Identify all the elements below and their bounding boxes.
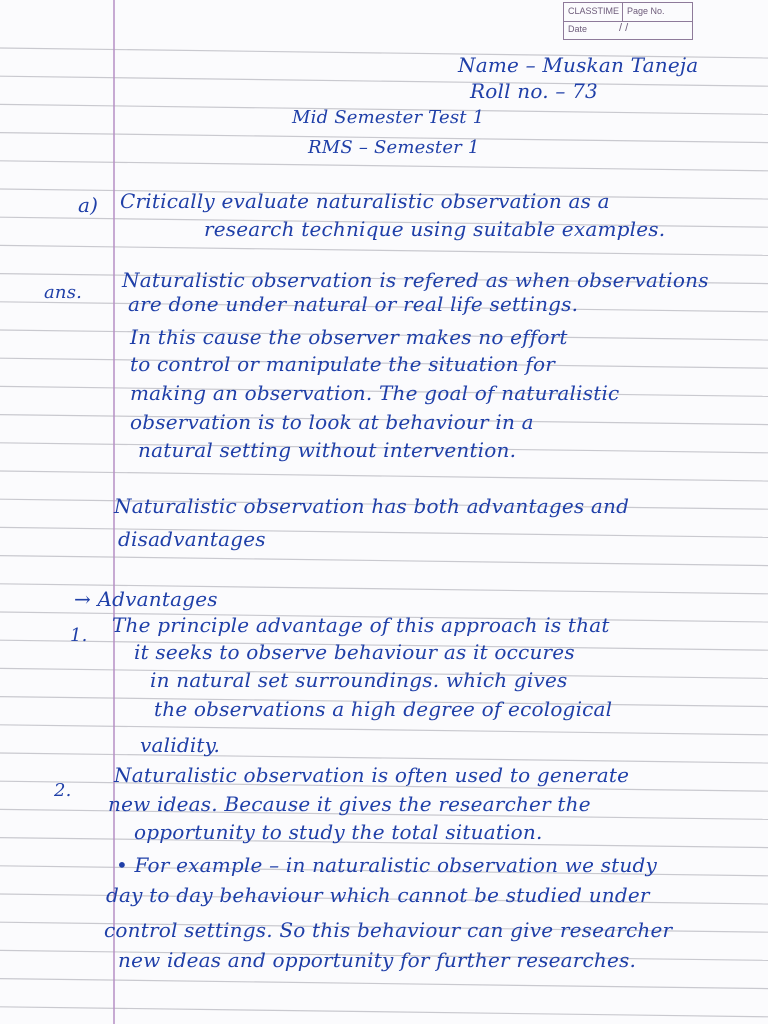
- point-line: in natural set surroundings. which gives: [150, 668, 568, 692]
- summary-line: Naturalistic observation has both advantages and: [114, 494, 630, 518]
- advantages-heading: → Advantages: [74, 587, 218, 611]
- answer-line: making an observation. The goal of naturalistic: [130, 381, 620, 405]
- summary-line: disadvantages: [118, 527, 266, 551]
- question-number: a): [78, 193, 99, 217]
- course-title: RMS – Semester 1: [308, 137, 480, 158]
- answer-label: ans.: [44, 282, 83, 303]
- ruled-line: [0, 556, 768, 566]
- point-line: The principle advantage of this approach is that: [112, 613, 610, 637]
- ruled-line: [0, 753, 768, 763]
- question-line-1: Critically evaluate naturalistic observation as a: [120, 189, 610, 213]
- stamp-page-no-label: Page No.: [627, 6, 665, 16]
- ruled-line: [0, 471, 768, 481]
- roll-number: Roll no. – 73: [470, 79, 598, 103]
- test-title: Mid Semester Test 1: [292, 107, 485, 128]
- question-line-2: research technique using suitable examples.: [204, 217, 666, 241]
- ruled-line: [0, 245, 768, 255]
- point-number: 2.: [54, 780, 72, 801]
- student-name: Name – Muskan Taneja: [458, 53, 699, 77]
- answer-line: natural setting without intervention.: [138, 438, 517, 462]
- ruled-line: [0, 725, 768, 735]
- answer-line: Naturalistic observation is refered as when observations: [122, 268, 709, 292]
- ruled-line: [0, 1007, 768, 1017]
- stamp-date-value: / /: [619, 22, 629, 34]
- classtime-stamp: [563, 2, 693, 40]
- point-line: validity.: [140, 733, 221, 757]
- point-number: 1.: [70, 625, 88, 646]
- answer-line: to control or manipulate the situation for: [130, 352, 556, 376]
- ruled-line: [0, 527, 768, 537]
- point-line: new ideas and opportunity for further researches.: [118, 948, 637, 972]
- answer-line: are done under natural or real life settings.: [128, 292, 579, 316]
- ruled-line: [0, 979, 768, 989]
- stamp-classtime-label: CLASSTIME: [568, 6, 620, 16]
- answer-line: In this cause the observer makes no effort: [130, 325, 568, 349]
- stamp-date-label: Date: [568, 24, 588, 34]
- point-line: it seeks to observe behaviour as it occures: [134, 640, 575, 664]
- ruled-line: [0, 161, 768, 171]
- point-line: day to day behaviour which cannot be studied under: [106, 883, 650, 907]
- point-line: new ideas. Because it gives the researcher the: [108, 792, 591, 816]
- answer-line: observation is to look at behaviour in a: [130, 410, 534, 434]
- point-line: Naturalistic observation is often used to generate: [114, 763, 630, 787]
- point-line: control settings. So this behaviour can give researcher: [104, 918, 673, 942]
- ruled-line: [0, 76, 768, 86]
- point-line: the observations a high degree of ecological: [154, 697, 613, 721]
- point-line: • For example – in naturalistic observation we study: [116, 853, 657, 877]
- point-line: opportunity to study the total situation.: [134, 820, 543, 844]
